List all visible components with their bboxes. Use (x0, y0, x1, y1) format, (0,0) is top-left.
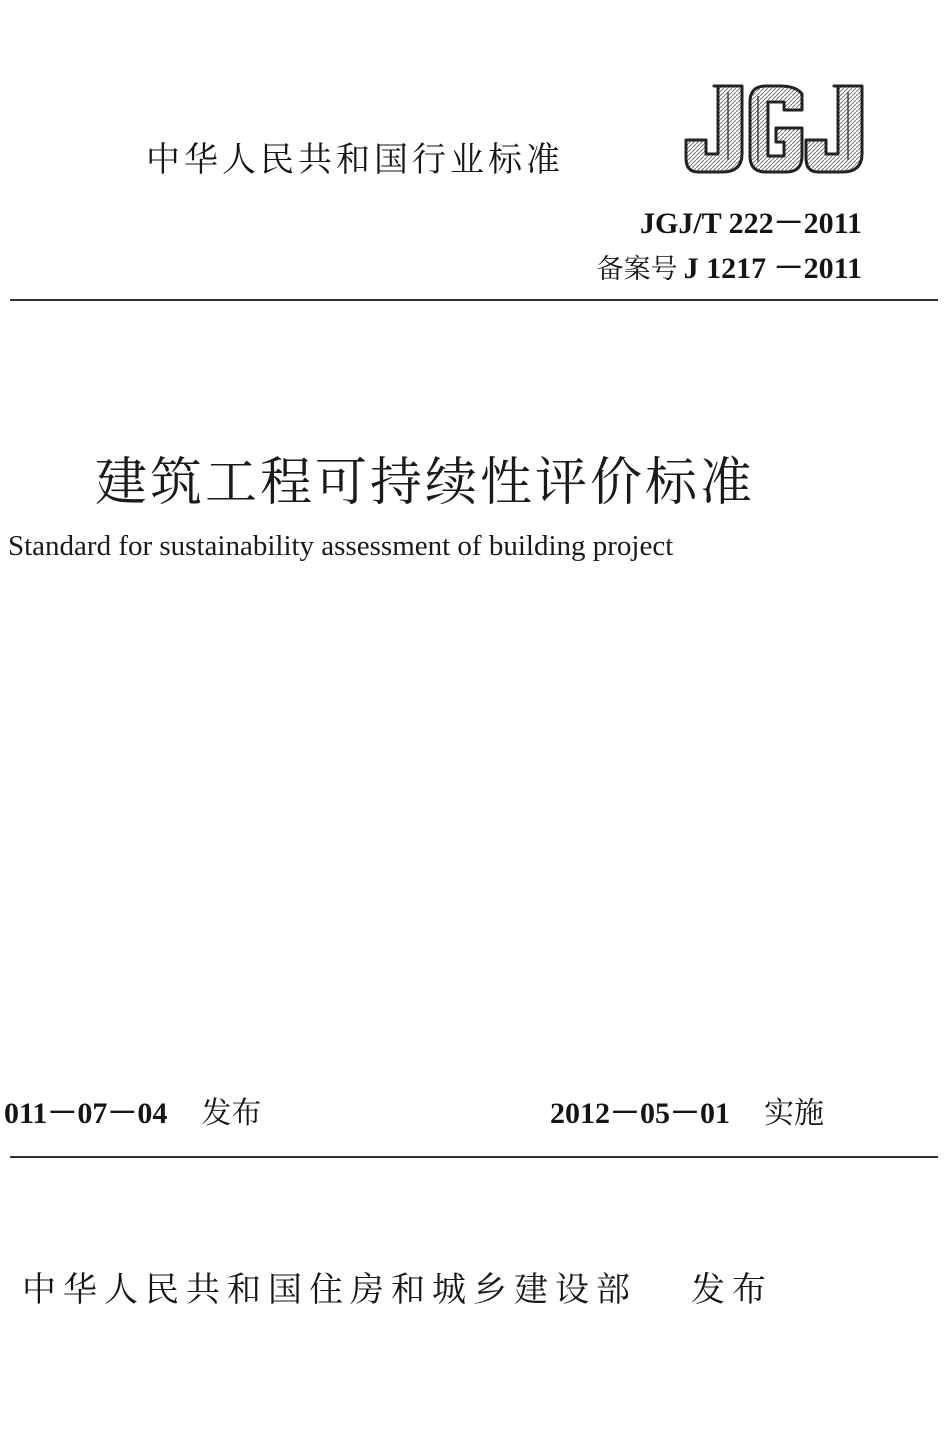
record-number-line (597, 243, 862, 287)
issue-date: 011－07－04 (4, 1097, 168, 1130)
issue-date-label: 发布 (201, 1096, 262, 1131)
issuer-issue-label: 发布 (691, 1270, 773, 1310)
document-category: 中华人民共和国行业标准 (146, 140, 564, 180)
title-chinese: 建筑工程可持续性评价标准 (95, 453, 756, 513)
record-number-value: J 1217 －2011 (683, 252, 862, 285)
effective-date-line (550, 1088, 824, 1132)
effective-date: 2012－05－01 (550, 1097, 730, 1130)
standard-number: JGJ/T 222－2011 (640, 207, 862, 240)
effective-date-label: 实施 (764, 1096, 824, 1131)
issue-date-line (4, 1088, 261, 1132)
title-english: Standard for sustainability assessment of building project (8, 530, 674, 562)
issuer-line (22, 1262, 773, 1311)
issuer-name: 中华人民共和国住房和城乡建设部 (22, 1270, 637, 1310)
top-divider (10, 299, 938, 301)
bottom-divider (10, 1156, 938, 1158)
jgj-logo (684, 84, 866, 176)
record-number-label: 备案号 (596, 254, 678, 285)
